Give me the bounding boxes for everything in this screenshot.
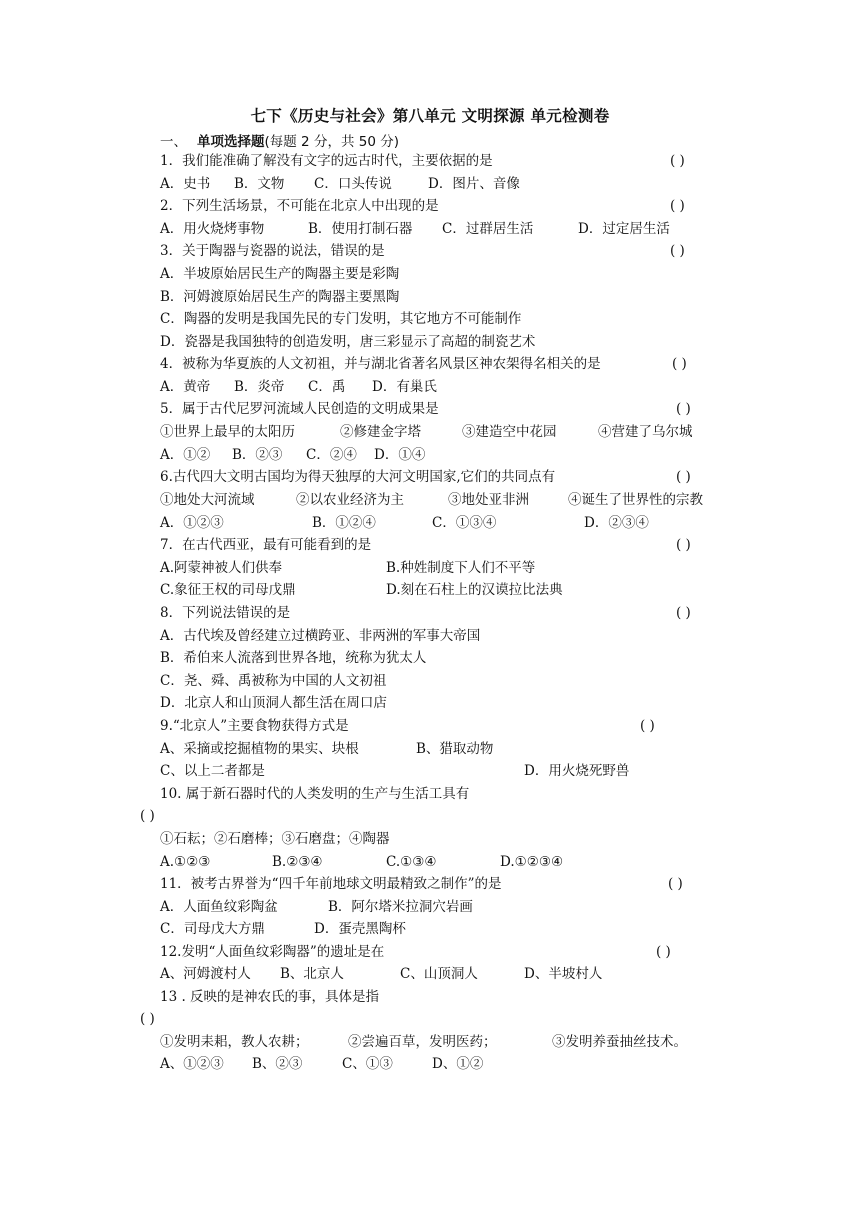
question-9-options-ab bbox=[160, 739, 730, 759]
answer-blank: ( ) bbox=[656, 944, 671, 960]
answer-blank: ( ) bbox=[676, 401, 691, 417]
answer-blank: ( ) bbox=[640, 718, 655, 734]
option-a: A、河姆渡村人 bbox=[160, 966, 251, 982]
question-5-items bbox=[160, 422, 730, 442]
question-11-stem: 11．被考古界誉为“四千年前地球文明最精致之制作”的是 ( ) bbox=[160, 876, 683, 892]
option-a: A、①②③ bbox=[160, 1056, 224, 1072]
option-c: C．口头传说 bbox=[314, 176, 392, 192]
option-b: B、②③ bbox=[252, 1056, 303, 1072]
question-9-options-cd bbox=[160, 761, 730, 781]
option-a: A、采摘或挖掘植物的果实、块根 bbox=[160, 741, 359, 757]
option-a: A．①②③ bbox=[160, 515, 224, 531]
question-3-option-c: C．陶器的发明是我国先民的专门发明，其它地方不可能制作 bbox=[160, 311, 522, 327]
option-c: C、山顶洞人 bbox=[400, 966, 478, 982]
option-d: D.刻在石柱上的汉谟拉比法典 bbox=[386, 582, 563, 598]
question-5-options bbox=[160, 445, 730, 465]
question-11-options-cd bbox=[160, 919, 730, 939]
option-a: A．用火烧烤事物 bbox=[160, 221, 265, 237]
answer-blank: ( ) bbox=[670, 243, 685, 259]
answer-blank: ( ) bbox=[676, 469, 691, 485]
exam-title: 七下《历史与社会》第八单元 文明探源 单元检测卷 bbox=[250, 107, 610, 125]
question-2-stem: 2．下列生活场景，不可能在北京人中出现的是 ( ) bbox=[160, 198, 685, 214]
answer-blank: ( ) bbox=[670, 153, 685, 169]
question-7-options-ab bbox=[160, 558, 730, 578]
question-8-option-b: B．希伯来人流落到世界各地，统称为犹太人 bbox=[160, 650, 427, 666]
item-4: ④诞生了世界性的宗教 bbox=[568, 492, 703, 508]
option-a: A.阿蒙神被人们供奉 bbox=[160, 560, 283, 576]
question-5-stem: 5．属于古代尼罗河流域人民创造的文明成果是 ( ) bbox=[160, 401, 691, 417]
question-3-option-a: A．半坡原始居民生产的陶器主要是彩陶 bbox=[160, 266, 400, 282]
question-1-stem: 1．我们能准确了解没有文字的远古时代，主要依据的是 ( ) bbox=[160, 153, 685, 169]
option-d: D．有巢氏 bbox=[372, 379, 437, 395]
answer-blank: ( ) bbox=[676, 605, 691, 621]
option-a: A.①②③ bbox=[160, 854, 211, 870]
question-6-items bbox=[160, 490, 730, 510]
item-2: ②以农业经济为主 bbox=[296, 492, 404, 508]
question-8-stem: 8．下列说法错误的是 ( ) bbox=[160, 605, 691, 621]
option-b: B．阿尔塔米拉洞穴岩画 bbox=[328, 899, 473, 915]
option-b: B．炎帝 bbox=[234, 379, 285, 395]
question-9-stem: 9.“北京人”主要食物获得方式是 ( ) bbox=[160, 718, 655, 734]
option-a: A．①② bbox=[160, 447, 211, 463]
option-b: B．使用打制石器 bbox=[308, 221, 413, 237]
question-7-options-cd bbox=[160, 580, 730, 600]
item-2: ②尝遍百草，发明医药； bbox=[348, 1034, 497, 1050]
section-heading bbox=[160, 130, 399, 150]
section-title: 单项选择题 bbox=[197, 134, 265, 150]
option-a: A．黄帝 bbox=[160, 379, 211, 395]
answer-blank: ( ) bbox=[676, 537, 691, 553]
question-4-options bbox=[160, 377, 730, 397]
question-6-stem: 6.古代四大文明古国均为得天独厚的大河文明国家,它们的共同点有 ( ) bbox=[160, 469, 691, 485]
question-1-options bbox=[160, 174, 730, 194]
option-c: C、①③ bbox=[342, 1056, 393, 1072]
section-note: (每题 2 分，共 50 分) bbox=[264, 134, 399, 150]
option-d: D.①②③④ bbox=[500, 854, 564, 870]
answer-blank: ( ) bbox=[140, 808, 155, 824]
option-c: C.①③④ bbox=[386, 854, 437, 870]
question-13-options bbox=[160, 1054, 730, 1074]
question-12-stem: 12.发明“人面鱼纹彩陶器”的遗址是在 ( ) bbox=[160, 944, 671, 960]
question-3-option-b: B．河姆渡原始居民生产的陶器主要黑陶 bbox=[160, 289, 400, 305]
item-3: ③发明养蚕抽丝技术。 bbox=[552, 1034, 687, 1050]
option-d: D．用火烧死野兽 bbox=[524, 763, 630, 779]
option-b: B．文物 bbox=[234, 176, 285, 192]
question-6-options bbox=[160, 513, 730, 533]
answer-blank: ( ) bbox=[672, 356, 687, 372]
option-a: A．史书 bbox=[160, 176, 211, 192]
question-8-option-c: C．尧、舜、禹被称为中国的人文初祖 bbox=[160, 673, 387, 689]
option-c: C、以上二者都是 bbox=[160, 763, 265, 779]
option-d: D、半坡村人 bbox=[524, 966, 603, 982]
item-1: ①地处大河流域 bbox=[160, 492, 255, 508]
option-d: D、①② bbox=[432, 1056, 484, 1072]
section-number: 一、 bbox=[160, 134, 187, 150]
option-b: B、北京人 bbox=[280, 966, 344, 982]
option-c: C．禹 bbox=[308, 379, 346, 395]
question-10-stem: 10. 属于新石器时代的人类发明的生产与生活工具有 bbox=[160, 786, 470, 802]
question-4-stem: 4．被称为华夏族的人文初祖，并与湖北省著名风景区神农架得名相关的是 ( ) bbox=[160, 356, 687, 372]
question-3-stem: 3．关于陶器与瓷器的说法，错误的是 ( ) bbox=[160, 243, 685, 259]
option-c: C．①③④ bbox=[432, 515, 497, 531]
question-8-option-a: A．古代埃及曾经建立过横跨亚、非两洲的军事大帝国 bbox=[160, 628, 481, 644]
option-d: D．蛋壳黑陶杯 bbox=[314, 921, 406, 937]
option-c: C.象征王权的司母戊鼎 bbox=[160, 582, 296, 598]
option-d: D．②③④ bbox=[584, 515, 649, 531]
option-b: B.②③④ bbox=[272, 854, 323, 870]
question-13-stem: 13 . 反映的是神农氏的事，具体是指 bbox=[160, 989, 380, 1005]
answer-blank: ( ) bbox=[670, 198, 685, 214]
question-12-options bbox=[160, 964, 730, 984]
option-c: C．司母戊大方鼎 bbox=[160, 921, 265, 937]
answer-blank: ( ) bbox=[668, 876, 683, 892]
item-1: ①发明耒耜，教人农耕； bbox=[160, 1034, 309, 1050]
option-b: B．①②④ bbox=[312, 515, 376, 531]
option-a: A．人面鱼纹彩陶盆 bbox=[160, 899, 278, 915]
answer-blank: ( ) bbox=[140, 1011, 155, 1027]
option-b: B．②③ bbox=[232, 447, 283, 463]
question-13-items bbox=[160, 1032, 730, 1052]
option-d: D．①④ bbox=[374, 447, 426, 463]
question-8-option-d: D．北京人和山顶洞人都生活在周口店 bbox=[160, 695, 387, 711]
item-1: ①世界上最早的太阳历 bbox=[160, 424, 295, 440]
option-b: B.种姓制度下人们不平等 bbox=[386, 560, 536, 576]
item-4: ④营建了乌尔城 bbox=[598, 424, 693, 440]
question-10-items: ①石耘；②石磨棒；③石磨盘；④陶器 bbox=[160, 831, 390, 847]
option-d: D．过定居生活 bbox=[578, 221, 670, 237]
question-11-options-ab bbox=[160, 897, 730, 917]
option-b: B、猎取动物 bbox=[416, 741, 494, 757]
question-7-stem: 7．在古代西亚，最有可能看到的是 ( ) bbox=[160, 537, 691, 553]
item-3: ③建造空中花园 bbox=[462, 424, 557, 440]
option-c: C．过群居生活 bbox=[442, 221, 534, 237]
item-3: ③地处亚非洲 bbox=[448, 492, 529, 508]
question-3-option-d: D．瓷器是我国独特的创造发明，唐三彩显示了高超的制瓷艺术 bbox=[160, 334, 536, 350]
item-2: ②修建金字塔 bbox=[340, 424, 421, 440]
question-2-options bbox=[160, 219, 730, 239]
option-d: D．图片、音像 bbox=[428, 176, 520, 192]
question-10-options bbox=[160, 852, 730, 872]
option-c: C．②④ bbox=[306, 447, 357, 463]
